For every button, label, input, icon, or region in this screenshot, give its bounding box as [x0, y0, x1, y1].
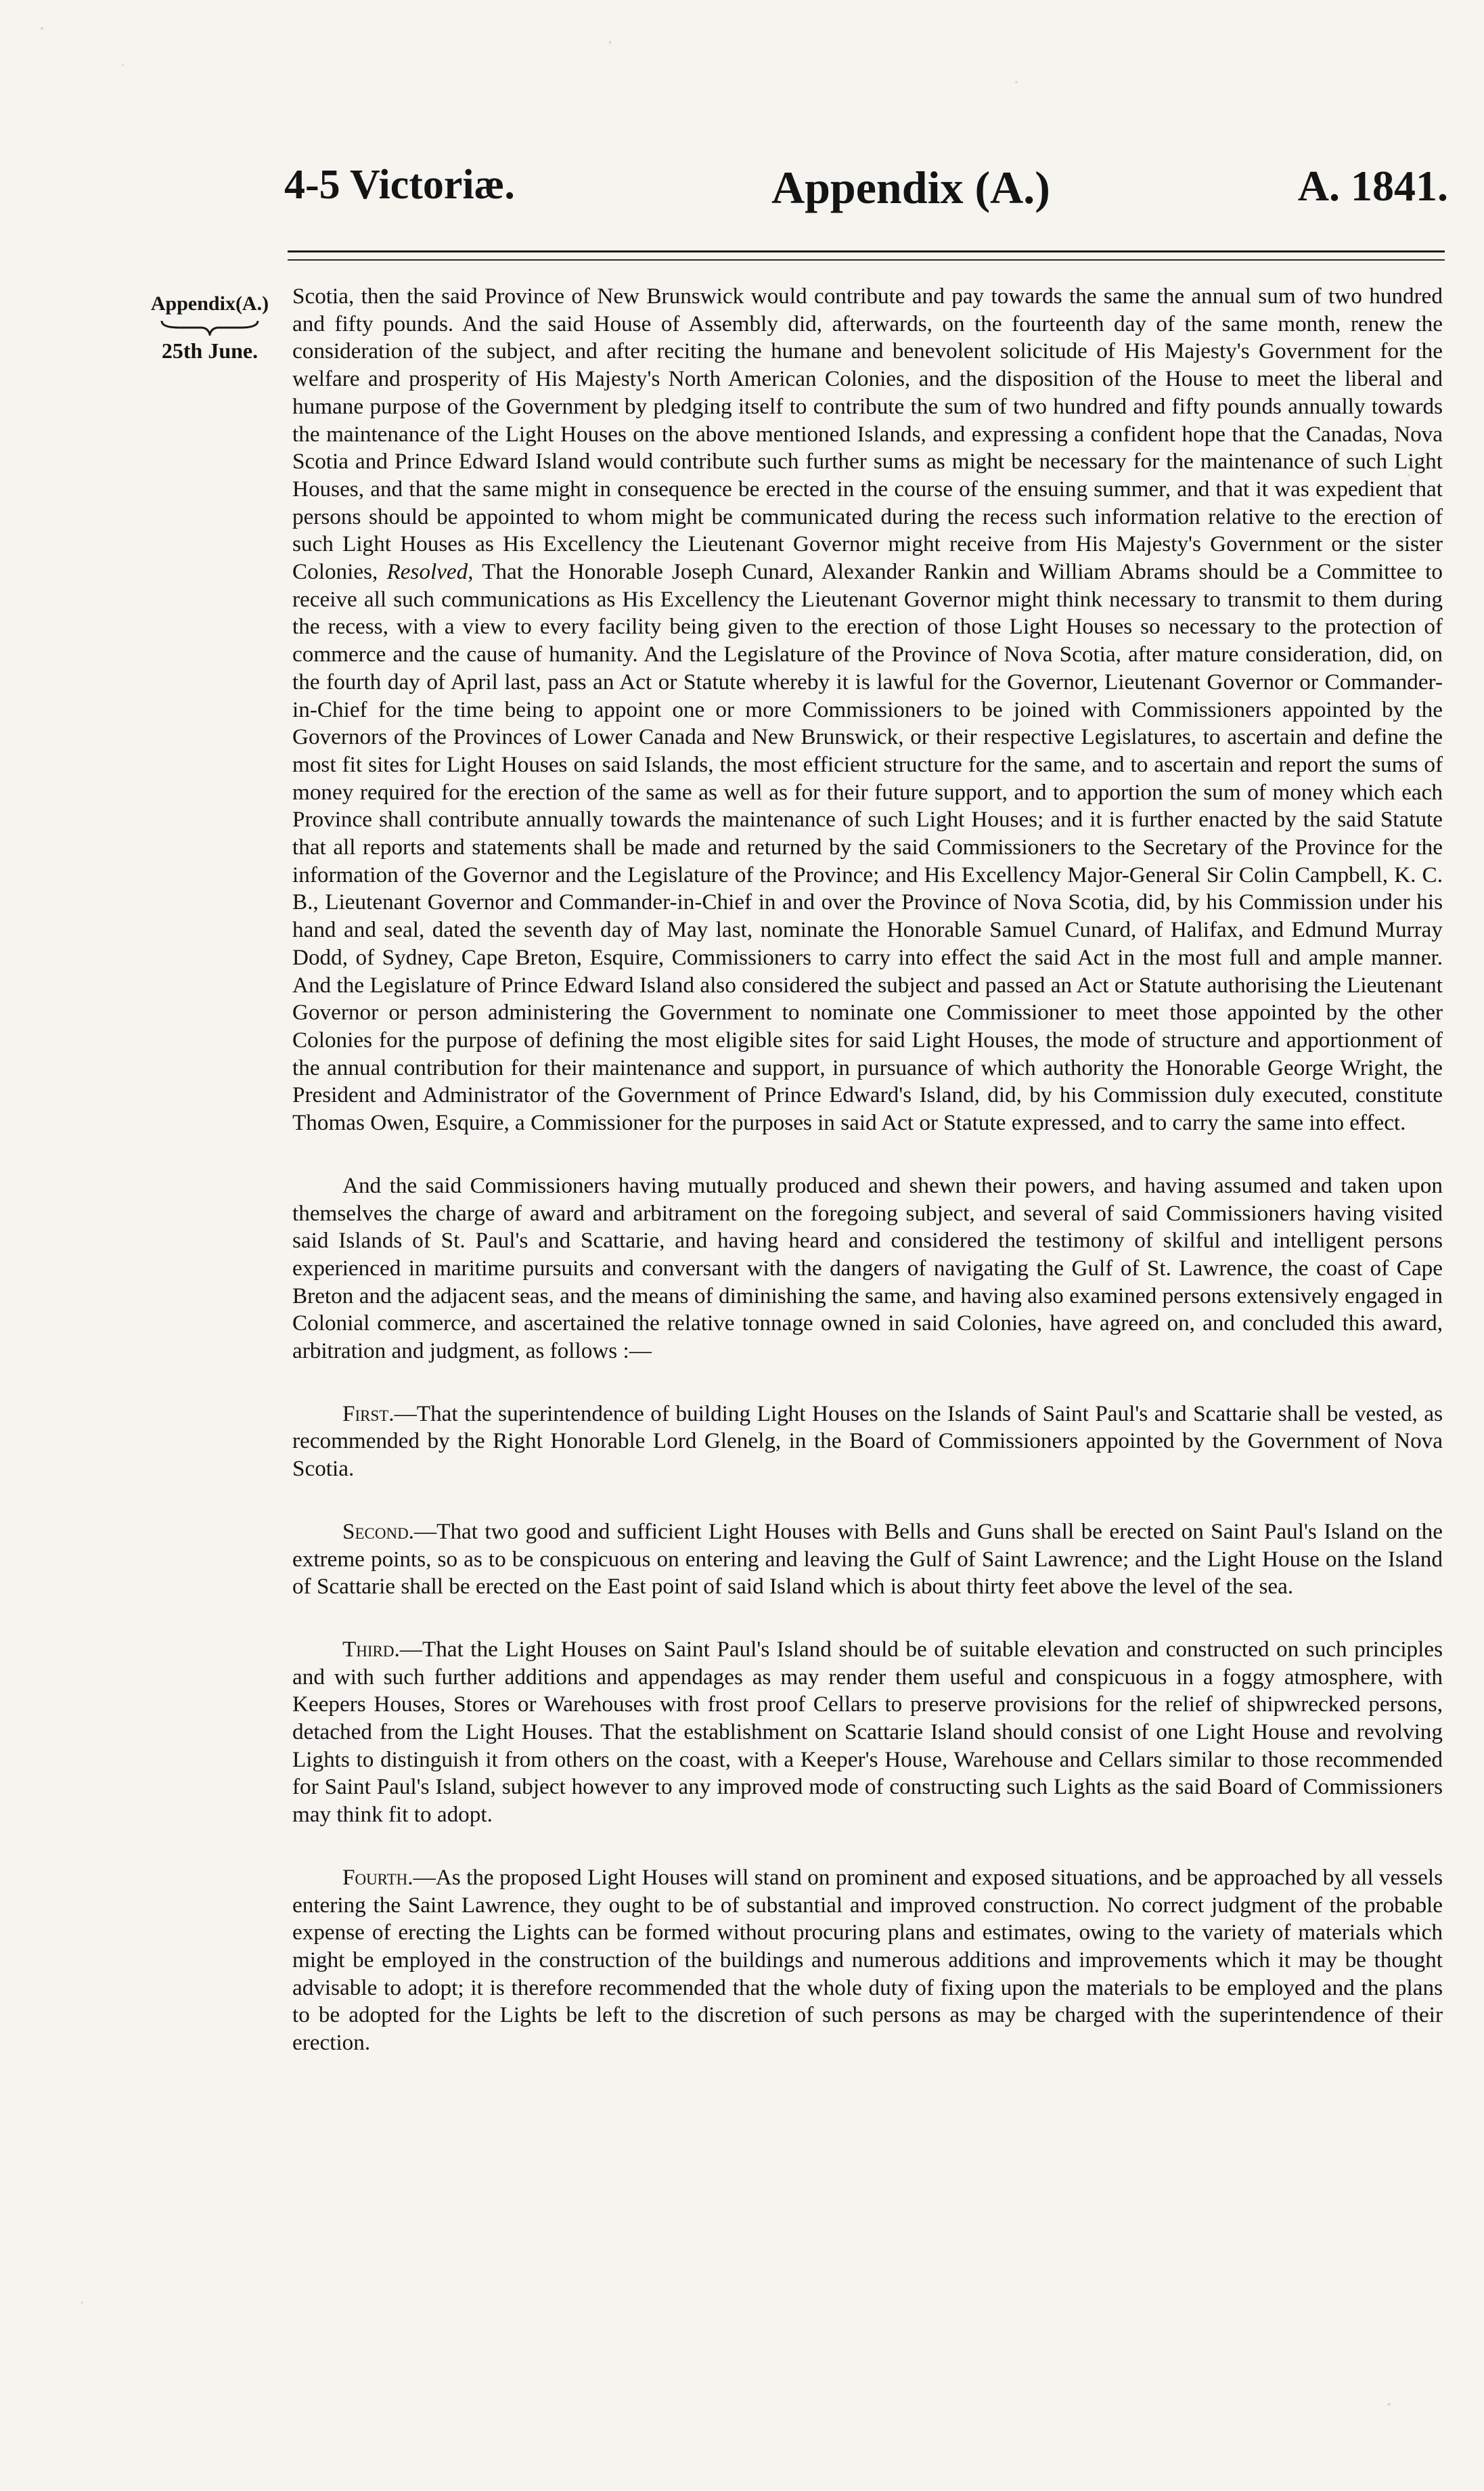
paragraph-commissioners: And the said Commissioners having mutually produced and shewn their powers, and having assumed and taken upon themselves the charge of award and arbitrament on the foregoing subject, and several of said Commissioners having visited said Islands of St. Paul's and Scattarie, and having heard and considered the testimony of skilful and intelligent persons experienced in maritime pursuits and conversant with the dangers of navigating the Gulf of St. Lawrence, the coast of Cape Breton and the adjacent seas, and the means of diminishing the same, and having also examined persons extensively engaged in Colonial commerce, and ascertained the relative tonnage owned in said Colonies, have agreed on, and concluded this award, arbitration and judgment, as follows :—: [292, 1172, 1443, 1364]
second-lead: Second.: [342, 1518, 414, 1544]
margin-note: [139, 292, 281, 363]
resolved-word: Resolved,: [386, 559, 474, 585]
first-text: —That the superintendence of building Light Houses on the Islands of Saint Paul's and Scattarie shall be vested, as recommended by the Right Honorable Lord Glenelg, in the Board of Commissioners appointed by the Government of Nova Scotia.: [292, 1401, 1443, 1482]
paragraph-second: [292, 1518, 1443, 1601]
paragraph-recital-text-a: Scotia, then the said Province of New Brunswick would contribute and pay towards the same the annual sum of two hundred and fifty pounds. And the said House of Assembly did, afterwards, on the fourteenth day of the same month, renew the consideration of the subject, and after reciting the humane and benevolent solicitude of His Majesty's Government for the welfare and prosperity of His Majesty's North American Colonies, and the disposition of the House to meet the liberal and humane purpose of the Government by pledging itself to contribute the sum of two hundred and fifty pounds annually towards the maintenance of the Light Houses on the above mentioned Islands, and expressing a confident hope that the Canadas, Nova Scotia and Prince Edward Island would contribute such further sums as might be necessary for the maintenance of such Light Houses, and that the same might in consequence be erected in the course of the ensuing summer, and that it was expedient that persons should be appointed to whom might be communicated during the recess such information relative to the erection of such Light Houses as His Excellency the Lieutenant Governor might receive from His Majesty's Government or the sister Colonies,: [292, 284, 1443, 585]
second-text: —That two good and sufficient Light Houses with Bells and Guns shall be erected on Saint Paul's Island on the extreme points, so as to be conspicuous on entering and leaving the Gulf of Saint Lawrence; and the Light House on the Island of Scattarie shall be erected on the East point of said Island which is about thirty feet above the level of the sea.: [292, 1518, 1443, 1600]
scan-speckle: [41, 27, 43, 30]
scan-speckle: [1408, 474, 1410, 477]
header-year: A. 1841.: [1297, 162, 1448, 210]
third-lead: Third.: [342, 1636, 400, 1662]
paragraph-first: [292, 1401, 1443, 1483]
document-body: [292, 283, 1443, 2057]
paragraph-fourth: [292, 1864, 1443, 2057]
header-rule: [288, 250, 1445, 261]
header-appendix: Appendix (A.): [771, 162, 1050, 213]
paragraph-third: [292, 1636, 1443, 1829]
margin-note-date: 25th June.: [161, 338, 258, 363]
scan-speckle: [122, 64, 124, 66]
fourth-lead: Fourth.: [342, 1864, 413, 1890]
paragraph-recital-text-b: That the Honorable Joseph Cunard, Alexander Rankin and William Abrams should be a Committee to receive all such communications as His Excellency the Lieutenant Governor might think necessary to transmit to them during the recess, with a view to every facility being given to the erection of those Light Houses so necessary to the protection of commerce and the cause of humanity. And the Legislature of the Province of Nova Scotia, after mature consideration, did, on the fourth day of April last, pass an Act or Statute whereby it is lawful for the Governor, Lieutenant Governor or Commander-in-Chief for the time being to appoint one or more Commissioners to be joined with Commissioners appointed by the Governors of the Provinces of Lower Canada and New Brunswick, or their respective Legislatures, to ascertain and define the most fit sites for Light Houses on said Islands, the most efficient structure for the same, and to ascertain and report the sums of money required for the erection of the same as well as for their future support, and to apportion the sum of money which each Province shall contribute annually towards the maintenance of such Light Houses; and it is further enacted by the said Statute that all reports and statements shall be made and returned by the said Commissioners to the Secretary of the Province for the information of the Governor and the Legislature of the Province; and His Excellency Major-General Sir Colin Campbell, K. C. B., Lieutenant Governor and Commander-in-Chief in and over the Province of Nova Scotia, did, by his Commission under his hand and seal, dated the seventh day of May last, nominate the Honorable Samuel Cunard, of Halifax, and Edmund Murray Dodd, of Sydney, Cape Breton, Esquire, Commissioners to carry into effect the said Act in the most full and ample manner. And the Legislature of Prince Edward Island also considered the subject and passed an Act or Statute authorising the Lieutenant Governor or person administering the Government to nominate one Commissioner to meet those appointed by the other Colonies for the purpose of defining the most eligible sites for said Light Houses, the mode of structure and apportionment of the annual contribution for their maintenance and support, in pursuance of which authority the Honorable George Wright, the President and Administrator of the Government of Prince Edward's Island, did, by his Commission duly executed, constitute Thomas Owen, Esquire, a Commissioner for the purposes in said Act or Statute expressed, and to carry the same into effect.: [292, 559, 1443, 1136]
third-text: —That the Light Houses on Saint Paul's Island should be of suitable elevation and constructed on such principles and with such further additions and appendages as may render them useful and conspicuous in a foggy atmosphere, with Keepers Houses, Stores or Warehouses with frost proof Cellars to preserve provisions for the relief of shipwrecked persons, detached from the Light Houses. That the establishment on Scattarie Island should consist of one Light House and revolving Lights to distinguish it from others on the coast, with a Keeper's House, Warehouse and Cellars similar to those recommended for Saint Paul's Island, subject however to any improved mode of constructing such Lights as the said Board of Commissioners may think fit to adopt.: [292, 1636, 1443, 1828]
paragraph-recital: [292, 283, 1443, 1137]
brace-icon: [159, 318, 261, 336]
scan-speckle: [1435, 1015, 1437, 1017]
margin-note-label: Appendix(A.): [150, 292, 269, 315]
scan-speckle: [81, 2301, 83, 2303]
page-header: [284, 161, 1448, 222]
scan-speckle: [1015, 81, 1018, 83]
scan-speckle: [1387, 2403, 1391, 2406]
scan-speckle: [609, 41, 611, 44]
fourth-text: —As the proposed Light Houses will stand on prominent and exposed situations, and be approached by all vessels entering the Saint Lawrence, they ought to be of substantial and improved construction. No correct judgment of the probable expense of erecting the Lights can be formed without procuring plans and estimates, owing to the variety of materials which might be employed in the construction of the buildings and numerous additions and improvements which it may be thought advisable to adopt; it is therefore recommended that the whole duty of fixing upon the materials to be employed and the plans to be adopted for the Lights be left to the discretion of such persons as may be charged with the superintendence of their erection.: [292, 1864, 1443, 2056]
header-session: 4-5 Victoriæ.: [284, 162, 515, 208]
first-lead: First.: [342, 1401, 395, 1426]
